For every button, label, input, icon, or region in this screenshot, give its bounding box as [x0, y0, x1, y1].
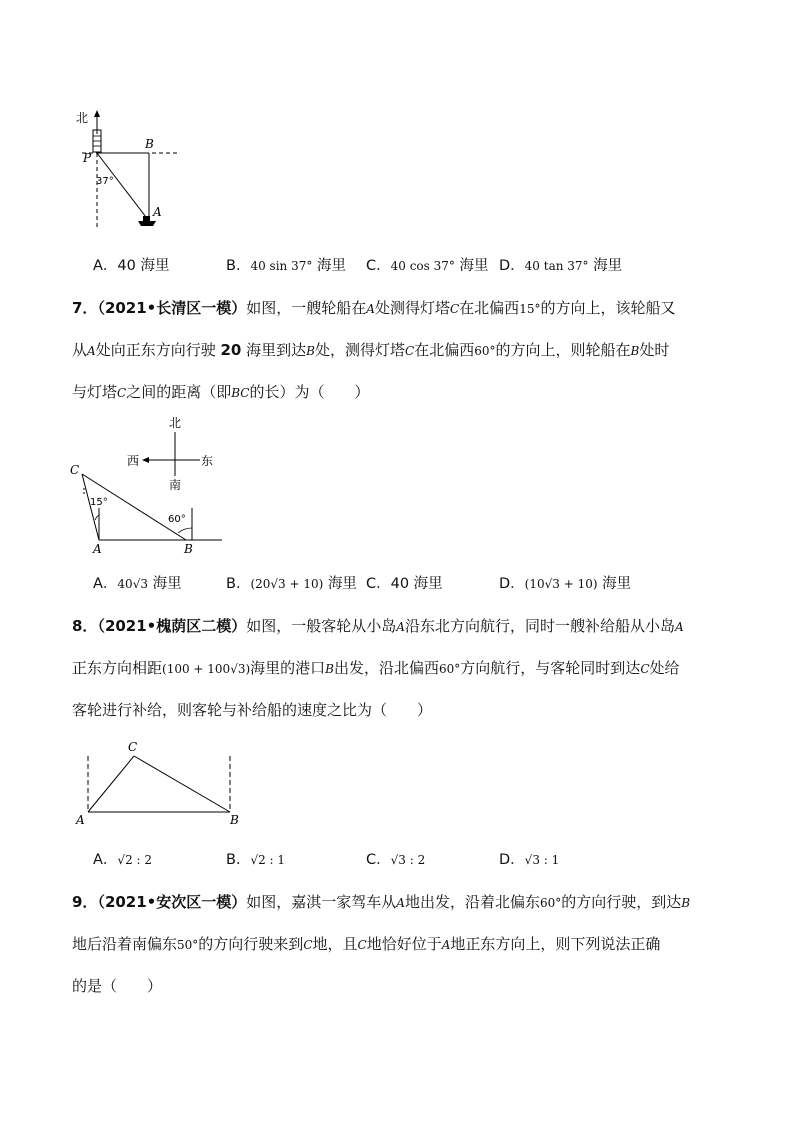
fig7-angle-60: 60°	[168, 514, 186, 525]
fig6-label-B: B	[145, 137, 154, 151]
q8-option-c[interactable]: C．√3 : 2	[366, 852, 426, 868]
q6-option-a[interactable]: A．40 海里	[93, 258, 170, 274]
fig8-label-C: C	[128, 740, 138, 754]
fig6-label-A: A	[153, 205, 162, 219]
fig6-north-label: 北	[76, 111, 89, 125]
fig8-label-B: B	[230, 813, 239, 827]
q8-option-a[interactable]: A．√2 : 2	[93, 852, 153, 868]
q8-option-d[interactable]: D．√3 : 1	[499, 852, 560, 868]
fig6-label-P: P	[83, 151, 92, 165]
q7-text-line2: 从A处向正东方向行驶 20 海里到达B处，测得灯塔C在北偏西60°的方向上，则轮船在B处时	[72, 341, 670, 359]
q6-option-c[interactable]: C．40 cos 37° 海里	[366, 258, 489, 274]
q9-text-line1: 9．（2021•安次区一模）如图，嘉淇一家驾车从A地出发，沿着北偏东60°的方向行驶，到达B	[72, 893, 691, 911]
fig7-label-A: A	[93, 542, 102, 556]
q7-option-b[interactable]: B．(20√3 + 10) 海里	[226, 576, 357, 592]
fig7-west-label: 西	[127, 454, 140, 468]
q8-text-line2: 正东方向相距(100 + 100√3)海里的港口B出发，沿北偏西60°方向航行，与客轮同时到达C处给	[72, 659, 680, 677]
fig7-label-C: C	[70, 463, 80, 477]
figure-q8	[70, 736, 250, 828]
figure-q7	[64, 412, 234, 562]
q6-option-d[interactable]: D．40 tan 37° 海里	[499, 258, 623, 274]
q7-option-c[interactable]: C．40 海里	[366, 576, 443, 592]
fig7-label-B: B	[184, 542, 193, 556]
q8-text-line3: 客轮进行补给，则客轮与补给船的速度之比为（ ）	[72, 701, 433, 719]
q7-option-a[interactable]: A．40√3 海里	[93, 576, 182, 592]
figure-q6	[70, 104, 190, 236]
q7-text-line3: 与灯塔C之间的距离（即BC的长）为（ ）	[72, 383, 370, 401]
fig8-label-A: A	[76, 813, 85, 827]
q9-text-line3: 的是（ ）	[72, 977, 163, 995]
fig6-angle-label: 37°	[96, 176, 114, 187]
fig7-east-label: 东	[201, 454, 214, 468]
q8-option-b[interactable]: B．√2 : 1	[226, 852, 286, 868]
q9-text-line2: 地后沿着南偏东50°的方向行驶来到C地，且C地恰好位于A地正东方向上，则下列说法正确	[72, 935, 661, 953]
q8-text-line1: 8．（2021•槐荫区二模）如图，一般客轮从小岛A沿东北方向航行，同时一艘补给船从小岛A	[72, 617, 684, 635]
fig7-south-label: 南	[169, 478, 182, 492]
q7-text-line1: 7．（2021•长清区一模）如图，一艘轮船在A处测得灯塔C在北偏西15°的方向上，该轮船又	[72, 299, 676, 317]
q6-option-b[interactable]: B．40 sin 37° 海里	[226, 258, 346, 274]
fig7-angle-15: 15°	[90, 497, 108, 508]
q7-option-d[interactable]: D．(10√3 + 10) 海里	[499, 576, 632, 592]
fig7-north-label: 北	[169, 416, 182, 430]
